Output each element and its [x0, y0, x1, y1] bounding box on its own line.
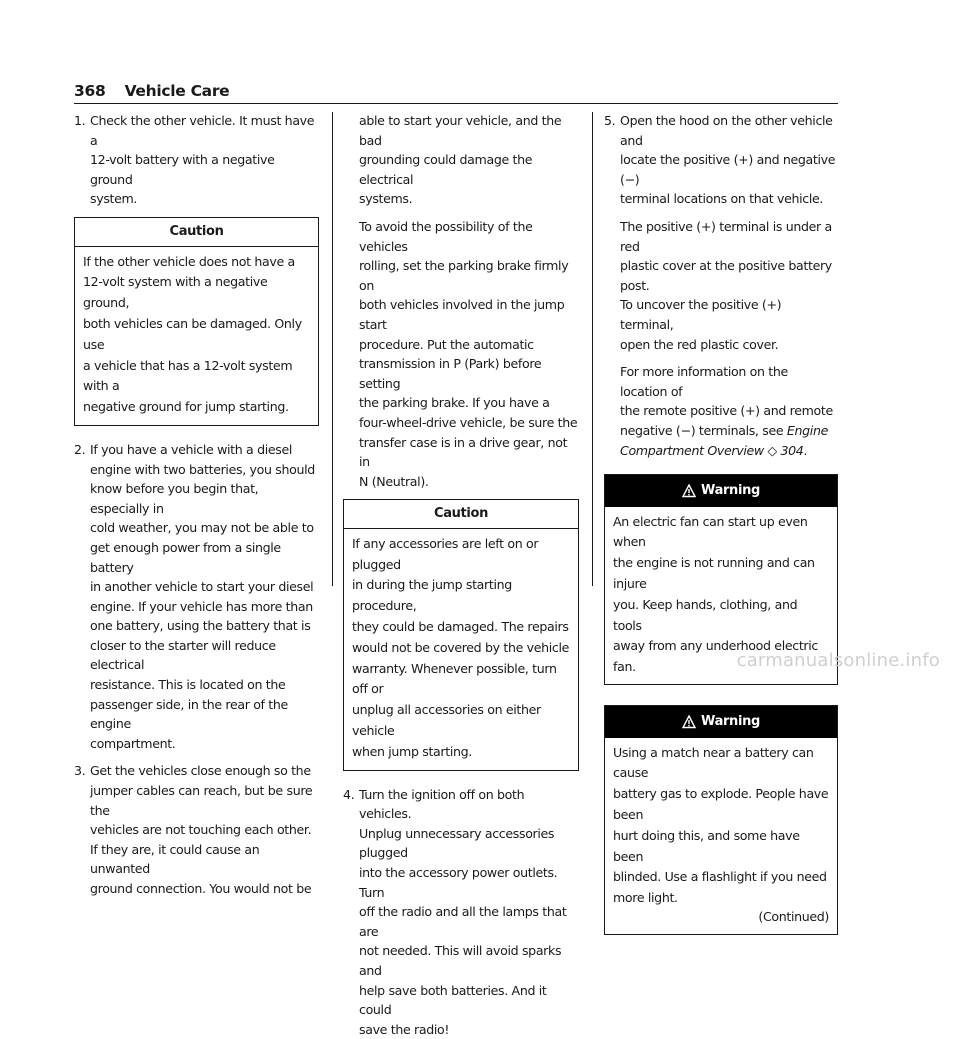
- text-line: into the accessory power outlets. Turn: [359, 865, 558, 900]
- text-line: hurt doing this, and some have been: [613, 827, 800, 864]
- warning-box-2: [604, 705, 838, 935]
- step-5: [604, 111, 838, 209]
- text-line: compartment.: [90, 735, 176, 751]
- text-line: terminal locations on that vehicle.: [620, 191, 824, 207]
- column-2: [343, 111, 579, 1039]
- text-line: off the radio and all the lamps that are: [359, 904, 567, 939]
- text-line: know before you begin that, especially in: [90, 481, 259, 516]
- step-1: [74, 111, 319, 209]
- text-line: If you have a vehicle with a diesel: [90, 441, 293, 457]
- caution-box-2: [343, 499, 579, 770]
- text-line: procedure. Put the automatic: [359, 336, 534, 352]
- page-number: 368: [74, 82, 106, 100]
- step-number: 4.: [343, 786, 355, 802]
- warning-title-bar: [605, 706, 837, 738]
- text-line: Get the vehicles close enough so the: [90, 763, 311, 779]
- text-line: ground connection. You would not be: [90, 881, 312, 896]
- warning-icon: [682, 484, 696, 498]
- caution-title: Caution: [75, 218, 318, 247]
- step-number: 5.: [604, 113, 616, 128]
- text-line: If they are, it could cause an unwanted: [90, 841, 260, 877]
- warning-title: Warning: [701, 483, 760, 499]
- text-line: To avoid the possibility of the vehicles: [359, 218, 533, 254]
- text-line: Open the hood on the other vehicle and: [620, 113, 833, 148]
- text-line: For more information on the location of: [620, 364, 788, 399]
- text-line: blinded. Use a flashlight if you need: [613, 869, 827, 885]
- text-line: battery gas to explode. People have been: [613, 786, 829, 823]
- page-reference[interactable]: 304: [780, 442, 804, 458]
- warning-title: Warning: [701, 714, 760, 730]
- text-line: If the other vehicle does not have a: [83, 253, 295, 269]
- text-line: 12-volt battery with a negative ground: [90, 152, 275, 187]
- caution-title: Caution: [344, 500, 578, 529]
- positive-terminal-paragraph: [604, 217, 838, 354]
- text-line: negative (−) terminals, see: [620, 422, 784, 438]
- text-line: resistance. This is located on the: [90, 677, 286, 693]
- text-line: system.: [90, 191, 138, 207]
- text-line: you. Keep hands, clothing, and tools: [613, 596, 798, 633]
- continued-label: (Continued): [758, 909, 829, 925]
- text-line: four-wheel-drive vehicle, be sure the: [359, 414, 578, 430]
- compartment-overview-link[interactable]: Compartment Overview: [620, 442, 764, 458]
- text-line: 12-volt system with a negative ground,: [83, 274, 268, 311]
- text-line: the parking brake. If you have a: [359, 395, 550, 411]
- step-number: 3.: [74, 763, 86, 779]
- text-line: The positive (+) terminal is under a red: [620, 218, 832, 254]
- text-line: If any accessories are left on or plugged: [352, 535, 539, 572]
- text-line: save the radio!: [359, 1021, 450, 1037]
- text-line: jumper cables can reach, but be sure the: [90, 783, 313, 818]
- section-title: Vehicle Care: [124, 82, 230, 100]
- step-number: 1.: [74, 113, 86, 128]
- text-line: when jump starting.: [352, 743, 472, 759]
- text-line: in another vehicle to start your diesel: [90, 579, 314, 595]
- text-line: both vehicles involved in the jump start: [359, 297, 565, 332]
- page-ref-icon: ◇: [767, 442, 777, 458]
- engine-link[interactable]: Engine: [786, 422, 828, 438]
- parking-brake-paragraph: [343, 217, 579, 491]
- text-line: cold weather, you may not be able to: [90, 520, 314, 536]
- text-line: one battery, using the battery that is: [90, 618, 311, 634]
- text-line: warranty. Whenever possible, turn off or: [352, 660, 557, 697]
- text-line: help save both batteries. And it could: [359, 982, 547, 1018]
- remote-terminals-paragraph: [604, 362, 838, 460]
- text-line: An electric fan can start up even when: [613, 513, 808, 550]
- watermark: carmanualsonline.info: [736, 650, 940, 671]
- text-line: would not be covered by the vehicle: [352, 639, 570, 655]
- text-line: able to start your vehicle, and the bad: [359, 113, 562, 148]
- text-line: engine. If your vehicle has more than: [90, 598, 313, 614]
- step-4: [343, 785, 579, 1039]
- text-line: Using a match near a battery can cause: [613, 744, 814, 781]
- text-line-with-link: Compartment Overview ◇ 304.: [620, 442, 808, 458]
- text-line-with-link: [620, 421, 838, 441]
- warning-title-bar: [605, 475, 837, 507]
- text-line: Unplug unnecessary accessories plugged: [359, 825, 555, 861]
- text-line: closer to the starter will reduce electrical: [90, 637, 276, 673]
- header-rule: [74, 103, 838, 104]
- text-line: the remote positive (+) and remote: [620, 403, 833, 419]
- text-line: transfer case is in a drive gear, not in: [359, 434, 568, 470]
- text-line: a vehicle that has a 12-volt system with a: [83, 357, 293, 394]
- column-3: [604, 111, 838, 935]
- text-line: more light.: [613, 890, 678, 906]
- warning-icon: [682, 715, 696, 729]
- text-line: To uncover the positive (+) terminal,: [620, 297, 782, 332]
- step-number: 2.: [74, 441, 86, 457]
- text-line: in during the jump starting procedure,: [352, 577, 512, 614]
- step-3-continued: [343, 111, 579, 209]
- page-header: [74, 82, 229, 100]
- column-divider-1: [332, 112, 333, 586]
- text-line: get enough power from a single battery: [90, 539, 281, 575]
- text-line: negative ground for jump starting.: [83, 399, 289, 415]
- text-line: vehicles are not touching each other.: [90, 822, 312, 838]
- column-divider-2: [592, 112, 593, 586]
- text-line: not needed. This will avoid sparks and: [359, 943, 562, 978]
- text-line: open the red plastic cover.: [620, 336, 779, 352]
- text-line: transmission in P (Park) before setting: [359, 356, 542, 391]
- text-line: both vehicles can be damaged. Only use: [83, 315, 302, 352]
- text-line: the engine is not running and can injure: [613, 555, 815, 592]
- text-line: unplug all accessories on either vehicle: [352, 702, 541, 739]
- text-line: away from any underhood electric fan.: [613, 638, 818, 675]
- text-line: grounding could damage the electrical: [359, 152, 533, 187]
- text-line: systems.: [359, 191, 413, 207]
- text-line: Check the other vehicle. It must have a: [90, 113, 315, 148]
- step-3: [74, 761, 319, 898]
- text-line: passenger side, in the rear of the engine: [90, 696, 288, 732]
- text-line: engine with two batteries, you should: [90, 461, 315, 477]
- text-line: plastic cover at the positive battery post.: [620, 258, 832, 293]
- text-line: locate the positive (+) and negative (−): [620, 152, 836, 187]
- caution-box-1: [74, 217, 319, 426]
- text-line: Turn the ignition off on both vehicles.: [359, 786, 525, 822]
- text-line: rolling, set the parking brake firmly on: [359, 258, 569, 293]
- step-2: [74, 440, 319, 754]
- column-1: [74, 111, 319, 899]
- text-line: N (Neutral).: [359, 473, 429, 489]
- text-line: they could be damaged. The repairs: [352, 619, 569, 635]
